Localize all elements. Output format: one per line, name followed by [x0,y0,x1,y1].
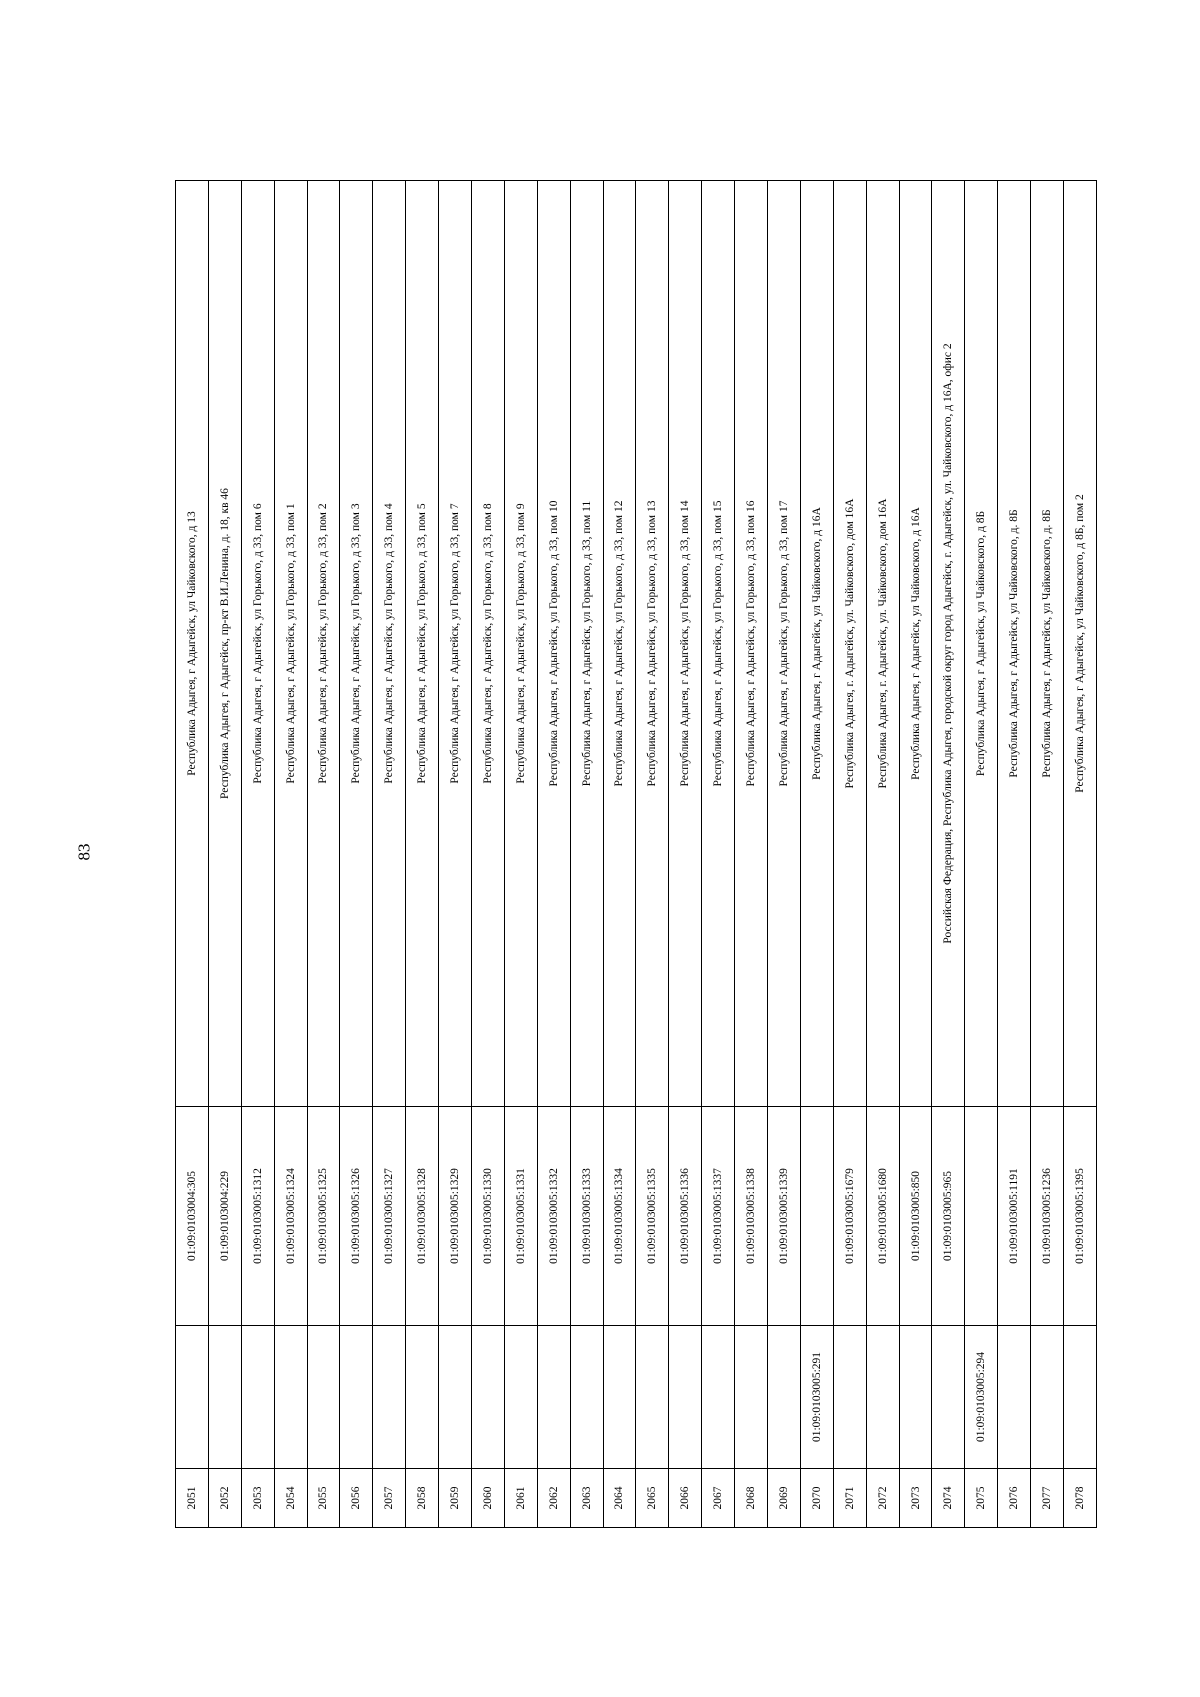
row-number-cell: 2052 [208,1469,241,1528]
table-row [208,181,241,1528]
parent-cadastral-cell [208,1326,241,1469]
row-number-cell: 2076 [998,1469,1031,1528]
address-cell: Республика Адыгея, г Адыгейск, ул Горького, д 33, пом 12 [603,181,636,1107]
row-number-cell: 2078 [1064,1469,1097,1528]
parent-cadastral-cell [570,1326,603,1469]
cadastral-number-cell: 01:09:0103005:1332 [537,1107,570,1326]
row-number-cell: 2057 [373,1469,406,1528]
table-container [175,180,1097,1528]
address-cell: Республика Адыгея, г Адыгейск, ул Горького, д 33, пом 15 [702,181,735,1107]
cadastral-number-cell: 01:09:0103004:305 [176,1107,209,1326]
address-cell: Республика Адыгея, г. Адыгейск, ул. Чайковского, дом 16А [833,181,866,1107]
row-number-cell: 2075 [965,1469,998,1528]
table-row [176,181,209,1528]
table-row [537,181,570,1528]
cadastral-number-cell: 01:09:0103005:1334 [603,1107,636,1326]
parent-cadastral-cell [1031,1326,1064,1469]
cadastral-number-cell: 01:09:0103005:965 [932,1107,965,1326]
row-number-cell: 2074 [932,1469,965,1528]
cadastral-number-cell: 01:09:0103005:1331 [504,1107,537,1326]
row-number-cell: 2063 [570,1469,603,1528]
cadastral-number-cell: 01:09:0103005:1329 [439,1107,472,1326]
table-row [669,181,702,1528]
address-cell: Республика Адыгея, г Адыгейск, ул Чайковского, д. 8Б [1031,181,1064,1107]
parent-cadastral-cell [373,1326,406,1469]
parent-cadastral-cell [176,1326,209,1469]
cadastral-number-cell: 01:09:0103005:1236 [1031,1107,1064,1326]
address-cell: Республика Адыгея, г Адыгейск, ул Горького, д 33, пом 17 [768,181,801,1107]
row-number-cell: 2069 [768,1469,801,1528]
address-cell: Республика Адыгея, г Адыгейск, ул Горького, д 33, пом 8 [472,181,505,1107]
table-row [932,181,965,1528]
address-cell: Республика Адыгея, г Адыгейск, ул Горького, д 33, пом 9 [504,181,537,1107]
parent-cadastral-cell [998,1326,1031,1469]
parent-cadastral-cell [932,1326,965,1469]
parent-cadastral-cell: 01:09:0103005:294 [965,1326,998,1469]
address-cell: Республика Адыгея, г Адыгейск, ул Чайковского, д 8Б, пом 2 [1064,181,1097,1107]
table-row [998,181,1031,1528]
parent-cadastral-cell [439,1326,472,1469]
parent-cadastral-cell [274,1326,307,1469]
address-cell: Республика Адыгея, г Адыгейск, ул Горького, д 33, пом 10 [537,181,570,1107]
page-number [72,832,96,872]
row-number-cell: 2066 [669,1469,702,1528]
address-cell: Республика Адыгея, г Адыгейск, ул Горького, д 33, пом 13 [636,181,669,1107]
row-number-cell: 2070 [800,1469,833,1528]
row-number-cell: 2071 [833,1469,866,1528]
address-cell: Республика Адыгея, г Адыгейск, ул Чайковского, д 8Б [965,181,998,1107]
address-cell: Республика Адыгея, г Адыгейск, ул Горького, д 33, пом 1 [274,181,307,1107]
row-number-cell: 2077 [1031,1469,1064,1528]
table-row [735,181,768,1528]
address-cell: Республика Адыгея, г Адыгейск, ул Горького, д 33, пом 11 [570,181,603,1107]
address-cell: Республика Адыгея, г Адыгейск, пр-кт В.И.Ленина, д. 18, кв 46 [208,181,241,1107]
parent-cadastral-cell [899,1326,932,1469]
row-number-cell: 2067 [702,1469,735,1528]
address-cell: Республика Адыгея, г Адыгейск, ул Горького, д 33, пом 2 [307,181,340,1107]
table-row [472,181,505,1528]
address-cell: Республика Адыгея, г. Адыгейск, ул. Чайковского, дом 16А [866,181,899,1107]
table-row [570,181,603,1528]
row-number-cell: 2055 [307,1469,340,1528]
row-number-cell: 2073 [899,1469,932,1528]
address-cell: Республика Адыгея, г Адыгейск, ул Горького, д 33, пом 6 [241,181,274,1107]
cadastral-number-cell: 01:09:0103005:1395 [1064,1107,1097,1326]
property-registry-table [175,180,1097,1528]
cadastral-number-cell: 01:09:0103005:1679 [833,1107,866,1326]
parent-cadastral-cell [340,1326,373,1469]
cadastral-number-cell: 01:09:0103005:1339 [768,1107,801,1326]
row-number-cell: 2072 [866,1469,899,1528]
parent-cadastral-cell [603,1326,636,1469]
cadastral-number-cell: 01:09:0103005:1328 [406,1107,439,1326]
parent-cadastral-cell [833,1326,866,1469]
table-row [504,181,537,1528]
cadastral-number-cell: 01:09:0103005:1325 [307,1107,340,1326]
cadastral-number-cell: 01:09:0103005:1337 [702,1107,735,1326]
address-cell: Республика Адыгея, г Адыгейск, ул Горького, д 33, пом 5 [406,181,439,1107]
row-number-cell: 2053 [241,1469,274,1528]
cadastral-number-cell: 01:09:0103005:1330 [472,1107,505,1326]
cadastral-number-cell [965,1107,998,1326]
table-row [866,181,899,1528]
table-row [439,181,472,1528]
cadastral-number-cell: 01:09:0103005:1336 [669,1107,702,1326]
cadastral-number-cell: 01:09:0103005:1338 [735,1107,768,1326]
table-row [373,181,406,1528]
address-cell: Республика Адыгея, г Адыгейск, ул Горького, д 33, пом 16 [735,181,768,1107]
table-body [176,181,1097,1528]
cadastral-number-cell: 01:09:0103005:1312 [241,1107,274,1326]
parent-cadastral-cell [537,1326,570,1469]
row-number-cell: 2062 [537,1469,570,1528]
table-row [307,181,340,1528]
row-number-cell: 2059 [439,1469,472,1528]
cadastral-number-cell: 01:09:0103005:1333 [570,1107,603,1326]
parent-cadastral-cell [735,1326,768,1469]
parent-cadastral-cell [472,1326,505,1469]
row-number-cell: 2054 [274,1469,307,1528]
row-number-cell: 2051 [176,1469,209,1528]
parent-cadastral-cell [768,1326,801,1469]
table-row [702,181,735,1528]
page-number-text: 83 [74,843,93,861]
parent-cadastral-cell [504,1326,537,1469]
parent-cadastral-cell [669,1326,702,1469]
table-row [965,181,998,1528]
parent-cadastral-cell [866,1326,899,1469]
row-number-cell: 2064 [603,1469,636,1528]
parent-cadastral-cell [307,1326,340,1469]
parent-cadastral-cell [702,1326,735,1469]
table-row [800,181,833,1528]
parent-cadastral-cell [406,1326,439,1469]
address-cell: Республика Адыгея, г Адыгейск, ул Горького, д 33, пом 7 [439,181,472,1107]
address-cell: Республика Адыгея, г Адыгейск, ул Горького, д 33, пом 4 [373,181,406,1107]
address-cell: Республика Адыгея, г Адыгейск, ул Горького, д 33, пом 3 [340,181,373,1107]
row-number-cell: 2065 [636,1469,669,1528]
row-number-cell: 2058 [406,1469,439,1528]
cadastral-number-cell: 01:09:0103005:1327 [373,1107,406,1326]
cadastral-number-cell: 01:09:0103005:1335 [636,1107,669,1326]
table-row [340,181,373,1528]
cadastral-number-cell: 01:09:0103005:1326 [340,1107,373,1326]
address-cell: Российская Федерация, Республика Адыгея, городской округ город Адыгейск, г. Адыгейск, ул. Чайковского, д 16А, офис 2 [932,181,965,1107]
cadastral-number-cell: 01:09:0103005:850 [899,1107,932,1326]
address-cell: Республика Адыгея, г Адыгейск, ул Горького, д 33, пом 14 [669,181,702,1107]
address-cell: Республика Адыгея, г Адыгейск, ул Чайковского, д 16А [800,181,833,1107]
address-cell: Республика Адыгея, г Адыгейск, ул Чайковского, д 16А [899,181,932,1107]
parent-cadastral-cell [241,1326,274,1469]
address-cell: Республика Адыгея, г Адыгейск, ул Чайковского, д 13 [176,181,209,1107]
table-row [899,181,932,1528]
address-cell: Республика Адыгея, г Адыгейск, ул Чайковского, д. 8Б [998,181,1031,1107]
row-number-cell: 2056 [340,1469,373,1528]
table-row [1064,181,1097,1528]
table-row [833,181,866,1528]
parent-cadastral-cell [636,1326,669,1469]
row-number-cell: 2060 [472,1469,505,1528]
cadastral-number-cell: 01:09:0103005:1324 [274,1107,307,1326]
table-row [768,181,801,1528]
table-row [636,181,669,1528]
cadastral-number-cell: 01:09:0103005:1191 [998,1107,1031,1326]
parent-cadastral-cell: 01:09:0103005:291 [800,1326,833,1469]
cadastral-number-cell: 01:09:0103004:229 [208,1107,241,1326]
table-row [1031,181,1064,1528]
table-row [603,181,636,1528]
table-row [406,181,439,1528]
table-row [274,181,307,1528]
cadastral-number-cell [800,1107,833,1326]
row-number-cell: 2068 [735,1469,768,1528]
table-row [241,181,274,1528]
row-number-cell: 2061 [504,1469,537,1528]
cadastral-number-cell: 01:09:0103005:1680 [866,1107,899,1326]
rotated-table-frame [175,180,1097,1528]
parent-cadastral-cell [1064,1326,1097,1469]
